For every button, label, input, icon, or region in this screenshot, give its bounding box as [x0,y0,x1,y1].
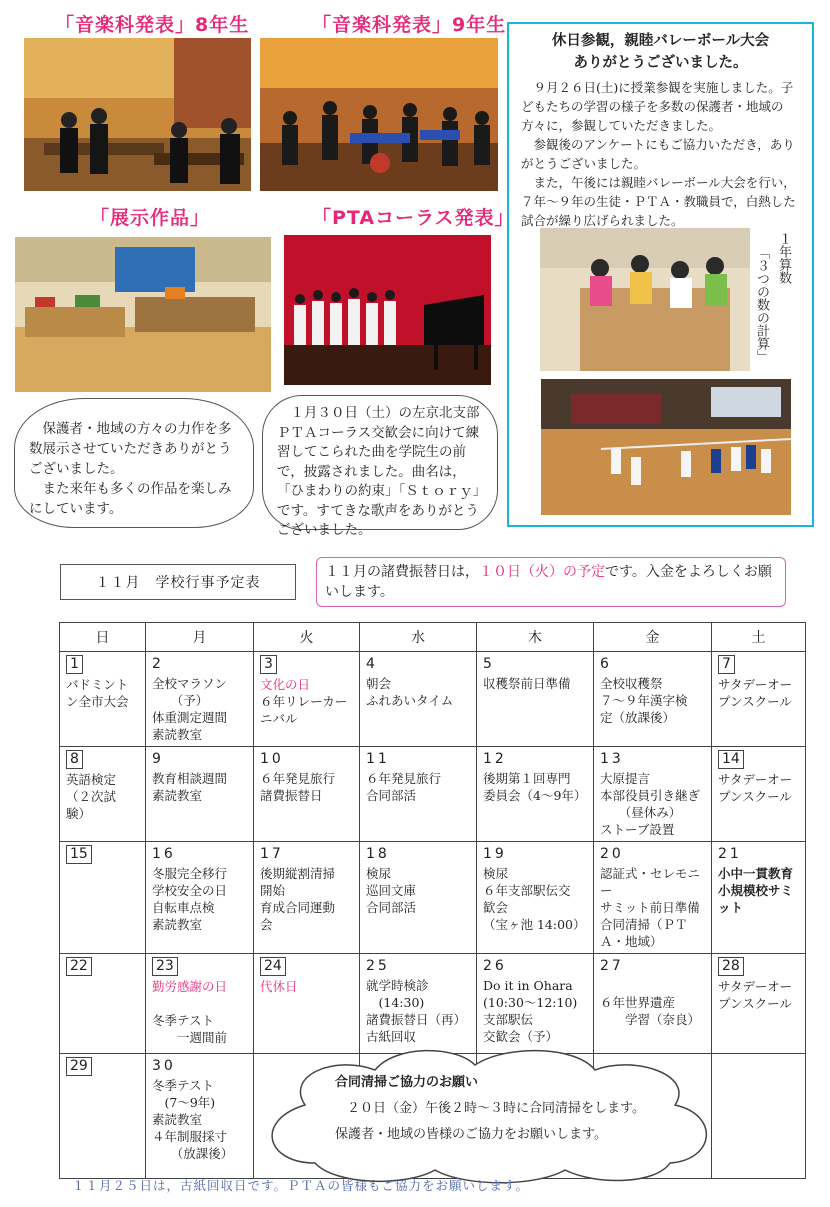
day-number: 21 [718,846,742,862]
day-number: 16 [152,846,176,862]
day-number: 19 [483,846,507,862]
calendar-day-cell [360,842,477,954]
photo-pta-chorus [284,235,491,385]
day-number: 4 [366,656,378,672]
day-number: 30 [152,1058,176,1074]
day-number: 1 [66,655,83,674]
math-caption-grade: １年算数 [776,232,791,284]
calendar-day-cell [60,842,146,954]
fee-transfer-notice [316,557,786,607]
calendar-day-cell [712,954,806,1054]
weekday-tue: 火 [254,623,360,652]
holiday-label: 勤労感謝の日 [152,979,228,994]
calendar-week-row [60,652,806,747]
calendar-day-cell [360,747,477,842]
day-number: 12 [483,751,507,767]
day-events: 冬季テスト 一週間前 [152,1013,228,1045]
notice-text-a: １１月の諸費振替日は， [325,564,479,580]
chorus-message-bubble [262,395,498,538]
day-number: 29 [66,1057,92,1076]
weekday-sun: 日 [60,623,146,652]
math-caption-topic: 「３つの数の計算」 [754,246,769,363]
weekday-thu: 木 [477,623,594,652]
exhibition-message-line2: また来年も多くの作品を楽しみにしています。 [29,481,232,517]
day-number: 3 [260,655,277,674]
calendar-day-cell [146,842,254,954]
calendar-day-cell [477,747,594,842]
calendar-day-cell [146,954,254,1054]
calendar-week-row [60,747,806,842]
day-number: 8 [66,750,83,769]
photo-grade1-math-class [540,228,750,371]
day-number: 6 [600,656,612,672]
day-events: 小中一貫教育 小規模校サミ ット [718,866,794,915]
day-events: 冬服完全移行 学校安全の日 自転車点検 素読教室 [152,866,228,932]
day-number: 13 [600,751,624,767]
day-events: 冬季テスト (7〜9年) 素読教室 ４年制服採寸 （放課後） [152,1078,234,1161]
exhibition-message-line1: 保護者・地域の方々の力作を多数展示させていただきありがとうございました。 [29,421,232,477]
day-number: 14 [718,750,744,769]
calendar-day-cell [254,954,360,1054]
photo-title-grade9-music: 「音楽科発表」9年生 [312,14,507,36]
schedule-title: １１月 学校行事予定表 [60,564,296,600]
open-house-heading-line2: ありがとうございました。 [573,55,748,71]
calendar-day-cell [477,954,594,1054]
day-events: 検尿 巡回文庫 合同部活 [366,866,417,915]
day-events: 就学時検診 (14:30) 諸費振替日（再） 古紙回収 [366,978,467,1044]
calendar-day-cell [146,1054,254,1179]
calendar-day-cell [594,652,712,747]
calendar-day-cell [254,652,360,747]
calendar-week-row [60,842,806,954]
day-events: 英語検定 （２次試 験） [66,772,117,821]
calendar-day-cell [477,842,594,954]
day-events: 教育相談週間 素読教室 [152,771,228,803]
calendar-day-cell [60,747,146,842]
calendar-day-cell [712,652,806,747]
notice-text-c: です。入金をよろしくお願いします。 [325,564,772,600]
photo-title-grade8-music: 「音楽科発表」8年生 [55,14,250,36]
open-house-paragraph-1: ９月２６日(土)に授業参観を実施しました。子どもたちの学習の様子を多数の保護者・地域の方々に，参観していただきました。 [521,80,794,133]
day-events: 全校収穫祭 ７〜９年漢字検 定（放課後） [600,676,688,725]
day-number: 25 [366,958,390,974]
exhibition-message-bubble [14,398,254,528]
cleanup-request-line2: 保護者・地域の皆様のご協力をお願いします。 [335,1127,607,1142]
calendar-day-cell [594,842,712,954]
photo-grade8-music-performance [24,38,251,191]
calendar-day-cell [360,652,477,747]
day-events: Do it in Ohara (10:30〜12:10) 支部駅伝 交歓会（予） [483,978,578,1044]
day-number: 17 [260,846,284,862]
weekday-mon: 月 [146,623,254,652]
calendar-week-row [60,954,806,1054]
day-number: 24 [260,957,286,976]
calendar-day-cell [254,842,360,954]
day-events: 朝会 ふれあいタイム [366,676,454,708]
day-events: ６年発見旅行 諸費振替日 [260,771,336,803]
calendar-day-cell [60,1054,146,1179]
day-events: ６年リレーカー ニバル [260,694,348,726]
open-house-paragraph-2: 参観後のアンケートにもご協力いただき，ありがとうございました。 [521,137,795,171]
day-events: 後期第１回専門 委員会（4〜9年） [483,771,587,803]
day-events: 認証式・セレモニー サミット前日準備 合同清掃（ＰＴ Ａ・地域） [600,866,701,949]
calendar-day-cell [360,954,477,1054]
photo-grade9-music-performance [260,38,498,191]
photo-exhibition-room [15,237,271,392]
day-number: 18 [366,846,390,862]
day-events: 大原提言 本部役員引き継ぎ （昼休み） ストーブ設置 [600,771,701,837]
day-number: 22 [66,957,92,976]
weekday-wed: 水 [360,623,477,652]
day-number: 27 [600,958,624,974]
cleanup-request-line1: ２０日（金）午後２時〜３時に合同清掃をします。 [347,1101,645,1116]
weekday-fri: 金 [594,623,712,652]
day-events: 収穫祭前日準備 [483,676,571,691]
day-events: サタデーオー プンスクール [718,979,793,1011]
open-house-paragraph-3: また，午後には親睦バレーボール大会を行い，７年〜９年の生徒・ＰＴＡ・教職員で，白熱した試合が繰り広げられました。 [521,175,796,228]
holiday-label: 代休日 [260,979,298,994]
calendar-day-cell [60,954,146,1054]
chorus-message-text: １月３０日（土）の左京北支部ＰＴＡコーラス交歓会に向けて練習してこられた曲を学院生の前で，披露されました。曲名は，「ひまわりの約束」「Ｓｔｏｒｙ」です。すてきな歌声をありがとうございました。 [277,405,480,538]
day-events: 検尿 ６年支部駅伝交 歓会 （宝ヶ池 14:00） [483,866,586,932]
notice-date-highlight: １０日（火）の予定 [479,564,605,580]
calendar-day-cell [60,652,146,747]
day-events: バドミント ン全市大会 [66,677,129,709]
calendar-day-cell [594,954,712,1054]
holiday-label: 文化の日 [260,677,311,692]
day-events: ６年世界遺産 学習（奈良） [600,995,701,1027]
day-number: 9 [152,751,164,767]
day-events: 全校マラソン （予） 体重測定週間 素読教室 [152,676,228,742]
photo-title-pta-chorus: 「PTAコーラス発表」 [312,207,515,229]
calendar-day-cell [146,652,254,747]
paper-recycling-footer: １１月２５日は，古紙回収日です。ＰＴＡの皆様もご協力をお願いします。 [72,1178,530,1193]
calendar-day-cell [712,747,806,842]
day-number: 2 [152,656,164,672]
day-number: 10 [260,751,284,767]
cleanup-request-title: 合同清掃ご協力のお願い [335,1075,479,1090]
day-number: 26 [483,958,507,974]
calendar-day-cell [146,747,254,842]
day-number: 20 [600,846,624,862]
calendar-day-cell [594,747,712,842]
calendar-day-cell [477,652,594,747]
calendar-day-cell [712,842,806,954]
day-events: ６年発見旅行 合同部活 [366,771,442,803]
day-number: 15 [66,845,92,864]
day-number: 11 [366,751,390,767]
day-events: 後期縦割清掃 開始 育成合同運動 会 [260,866,336,932]
day-number: 5 [483,656,495,672]
photo-title-exhibition: 「展示作品」 [90,207,211,229]
day-number: 28 [718,957,744,976]
photo-volleyball-tournament [541,379,791,515]
calendar-day-cell [254,747,360,842]
day-number: 7 [718,655,735,674]
weekday-sat: 土 [712,623,806,652]
day-events: サタデーオー プンスクール [718,772,793,804]
cleanup-request-text [335,1070,715,1148]
calendar-day-cell [712,1054,806,1179]
open-house-heading-line1: 休日参観，親睦バレーボール大会 [551,33,770,49]
day-number: 23 [152,957,178,976]
day-events: サタデーオー プンスクール [718,677,793,709]
